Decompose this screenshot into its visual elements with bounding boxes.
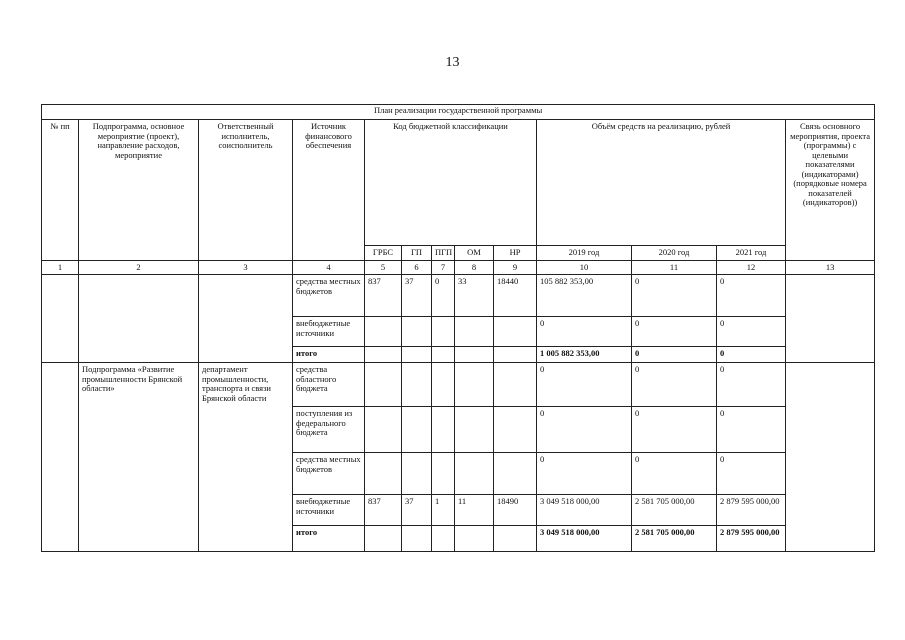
amount-2021: 0 <box>717 407 786 453</box>
header-executor: Ответственный исполнитель, соисполнитель <box>199 120 293 261</box>
column-number: 8 <box>455 260 494 275</box>
amount-2021: 0 <box>717 275 786 317</box>
header-pgp: ПГП <box>432 246 455 261</box>
header-2021: 2021 год <box>717 246 786 261</box>
source-cell: средства местных бюджетов <box>293 275 365 317</box>
column-numbers-row <box>42 260 875 275</box>
header-funds: Объём средств на реализацию, рублей <box>537 120 786 246</box>
amount-2019: 105 882 353,00 <box>537 275 632 317</box>
amount-2021: 2 879 595 000,00 <box>717 526 786 552</box>
row-num-cell <box>42 363 79 552</box>
header-gp: ГП <box>402 246 432 261</box>
link-cell <box>786 275 875 363</box>
header-budget-code: Код бюджетной классификации <box>365 120 537 246</box>
amount-2020: 0 <box>632 347 717 363</box>
header-2020: 2020 год <box>632 246 717 261</box>
amount-2019: 0 <box>537 453 632 495</box>
amount-2019: 1 005 882 353,00 <box>537 347 632 363</box>
header-nr: НР <box>494 246 537 261</box>
column-number: 5 <box>365 260 402 275</box>
row-num-cell <box>42 275 79 363</box>
amount-2021: 0 <box>717 453 786 495</box>
amount-2020: 2 581 705 000,00 <box>632 526 717 552</box>
link-cell <box>786 363 875 552</box>
amount-2021: 0 <box>717 317 786 347</box>
column-number: 2 <box>79 260 199 275</box>
column-number: 9 <box>494 260 537 275</box>
source-cell: поступления из федерального бюджета <box>293 407 365 453</box>
amount-2020: 0 <box>632 275 717 317</box>
amount-2020: 0 <box>632 317 717 347</box>
amount-2020: 2 581 705 000,00 <box>632 495 717 526</box>
amount-2019: 0 <box>537 407 632 453</box>
header-link: Связь основного мероприятия, проекта (программы) с целевыми показателями (индикаторами) (порядковые номера показателей (индикаторов)) <box>786 120 875 261</box>
amount-2020: 0 <box>632 363 717 407</box>
header-om: ОМ <box>455 246 494 261</box>
header-grbs: ГРБС <box>365 246 402 261</box>
gp-cell: 37 <box>402 495 432 526</box>
om-cell: 11 <box>455 495 494 526</box>
nr-cell: 18440 <box>494 275 537 317</box>
amount-2020: 0 <box>632 407 717 453</box>
source-cell: средства местных бюджетов <box>293 453 365 495</box>
om-cell: 33 <box>455 275 494 317</box>
pgp-cell: 0 <box>432 275 455 317</box>
table-row <box>42 363 875 407</box>
amount-2019: 0 <box>537 317 632 347</box>
header-source: Источник финансового обеспечения <box>293 120 365 261</box>
subprogram-cell <box>79 275 199 363</box>
table-title: План реализации государственной программы <box>42 105 875 120</box>
subprogram-cell: Подпрограмма «Развитие промышленности Брянской области» <box>79 363 199 552</box>
header-subprogram: Подпрограмма, основное мероприятие (проект), направление расходов, мероприятие <box>79 120 199 261</box>
column-number: 11 <box>632 260 717 275</box>
page-number: 13 <box>445 55 460 70</box>
executor-cell: департамент промышленности, транспорта и связи Брянской области <box>199 363 293 552</box>
header-num: № пп <box>42 120 79 261</box>
table-row <box>42 275 875 317</box>
column-number: 12 <box>717 260 786 275</box>
column-number: 6 <box>402 260 432 275</box>
source-cell: внебюджетные источники <box>293 317 365 347</box>
gp-cell: 37 <box>402 275 432 317</box>
header-2019: 2019 год <box>537 246 632 261</box>
column-number: 10 <box>537 260 632 275</box>
source-cell: итого <box>293 347 365 363</box>
column-number: 1 <box>42 260 79 275</box>
column-number: 3 <box>199 260 293 275</box>
amount-2019: 3 049 518 000,00 <box>537 526 632 552</box>
program-plan-table <box>41 104 875 552</box>
source-cell: средства областного бюджета <box>293 363 365 407</box>
grbs-cell: 837 <box>365 275 402 317</box>
amount-2020: 0 <box>632 453 717 495</box>
amount-2021: 0 <box>717 347 786 363</box>
column-number: 4 <box>293 260 365 275</box>
column-number: 7 <box>432 260 455 275</box>
amount-2021: 2 879 595 000,00 <box>717 495 786 526</box>
source-cell: итого <box>293 526 365 552</box>
amount-2019: 0 <box>537 363 632 407</box>
amount-2019: 3 049 518 000,00 <box>537 495 632 526</box>
nr-cell: 18490 <box>494 495 537 526</box>
executor-cell <box>199 275 293 363</box>
amount-2021: 0 <box>717 363 786 407</box>
column-number: 13 <box>786 260 875 275</box>
grbs-cell: 837 <box>365 495 402 526</box>
source-cell: внебюджетные источники <box>293 495 365 526</box>
pgp-cell: 1 <box>432 495 455 526</box>
